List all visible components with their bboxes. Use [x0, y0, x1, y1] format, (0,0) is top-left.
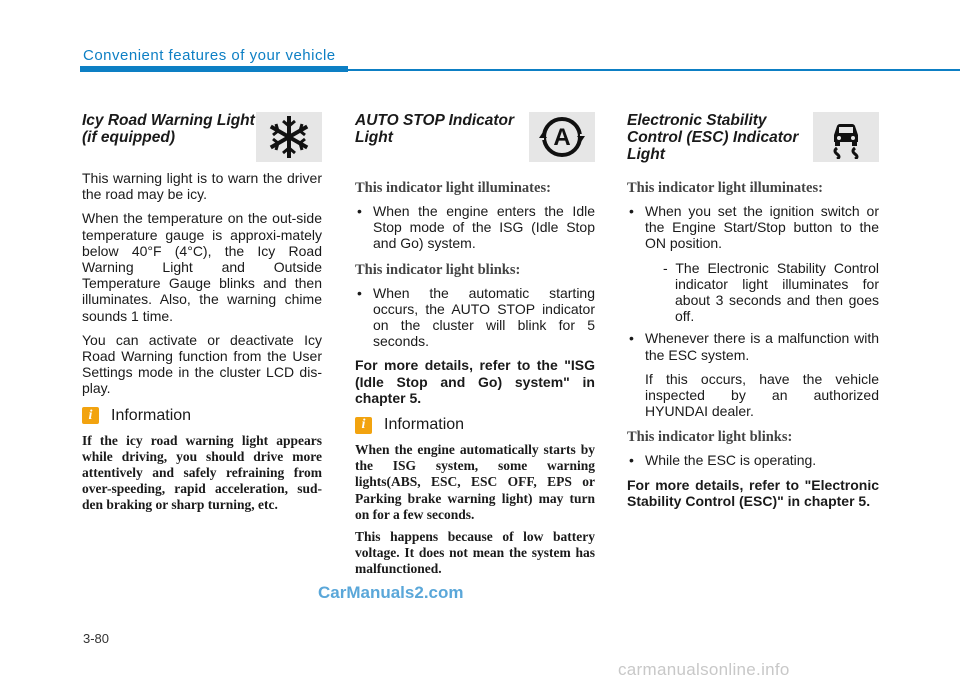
list-item-text: When you set the ignition switch or the Engine Start/Stop button to the ON position. [645, 203, 879, 252]
title-line: (if equipped) [82, 129, 175, 146]
watermark-text: carmanualsonline.info [618, 660, 790, 679]
sub-item: - The Electronic Stability Control indicator light illuminates for about 3 seconds and then goes off. [663, 259, 879, 325]
bullet-list [627, 203, 879, 252]
paragraph: You can activate or deactivate Icy Road Warning function from the User Settings mode in the cluster LCD dis-play. [82, 331, 322, 397]
information-header [355, 416, 595, 434]
list-item: • When you set the ignition switch or the Engine Start/Stop button to the ON position. [629, 203, 879, 252]
list-item: • When the automatic starting occurs, the AUTO STOP indicator on the cluster will blink for 5 seconds. [357, 284, 595, 350]
illuminates-heading: This indicator light illuminates: [627, 180, 823, 196]
title-line: AUTO STOP Indicator [355, 112, 515, 129]
blinks-heading: This indicator light blinks: [627, 429, 793, 446]
more-details-note: For more details, refer to the "ISG (Idle Stop and Go) system" in chapter 5. [355, 357, 595, 406]
list-item: • When the engine enters the Idle Stop mode of the ISG (Idle Stop and Go) system. [357, 203, 595, 252]
list-item-text: While the ESC is operating. [645, 452, 817, 469]
list-item: • Whenever there is a malfunction with the ESC system. [629, 330, 879, 363]
title-line: Electronic Stability [627, 112, 767, 129]
title-line: Light [627, 146, 665, 163]
info-icon: i [355, 417, 372, 434]
auto-stop-section [355, 112, 595, 584]
information-label: Information [384, 416, 465, 434]
esc-skid-car-icon [813, 112, 879, 162]
bullet-list [355, 203, 595, 252]
list-item: • While the ESC is operating. [629, 452, 817, 469]
icy-road-title [82, 112, 257, 146]
info-icon: i [82, 407, 99, 424]
auto-stop-letter: A [553, 124, 571, 151]
bullet-list [627, 330, 879, 362]
auto-stop-title [355, 112, 530, 146]
bullet-list [627, 452, 879, 468]
information-header [82, 407, 322, 425]
title-line: Icy Road Warning Light [82, 112, 255, 129]
page-number: 3-80 [83, 631, 110, 646]
sub-item: If this occurs, have the vehicle inspected by an authorized HYUNDAI dealer. [645, 370, 879, 420]
paragraph: This warning light is to warn the driver the road may be icy. [82, 170, 322, 203]
information-label: Information [111, 406, 192, 424]
list-item-text: Whenever there is a malfunction with the ESC system. [645, 330, 879, 363]
title-line: Light [355, 129, 393, 146]
list-item-text: When the engine enters the Idle Stop mode of the ISG (Idle Stop and Go) system. [373, 203, 595, 252]
information-text: If the icy road warning light appears while driving, you should drive more attentively and safely refraining from over-speeding, rapid acceleration, sud-den braking or sharp turning, etc. [82, 432, 322, 513]
header-rule [348, 69, 960, 71]
list-item-text: When the automatic starting occurs, the AUTO STOP indicator on the cluster will blink for 5 seconds. [373, 284, 595, 350]
esc-section [627, 112, 879, 515]
blinks-heading: This indicator light blinks: [355, 261, 521, 278]
bullet-list [355, 285, 595, 350]
snowflake-icon [256, 112, 322, 162]
icy-road-section [82, 112, 322, 520]
header-bar [80, 66, 348, 72]
title-line: Control (ESC) Indicator [627, 129, 799, 146]
more-details-note: For more details, refer to "Electronic Stability Control (ESC)" in chapter 5. [627, 476, 879, 509]
information-text: This happens because of low battery voltage. It does not mean the system has malfunctioned. [355, 529, 595, 577]
information-text: When the engine automatically starts by the ISG system, some warning lights(ABS, ESC, ESC OFF, EPS or Parking brake warning light) may turn on for a few seconds. [355, 442, 595, 522]
watermark-link[interactable]: CarManuals2.com [318, 583, 464, 602]
section-title: Convenient features of your vehicle [83, 47, 336, 64]
auto-stop-a-icon [529, 112, 595, 162]
paragraph: When the temperature on the out-side temperature gauge is approxi-mately below 40°F (4°C), the Icy Road Warning Light and Outside Temperature Gauge blinks and then illuminates. Also, the warning chime sounds 1 time. [82, 210, 322, 324]
esc-title [627, 112, 802, 163]
illuminates-heading: This indicator light illuminates: [355, 180, 551, 196]
